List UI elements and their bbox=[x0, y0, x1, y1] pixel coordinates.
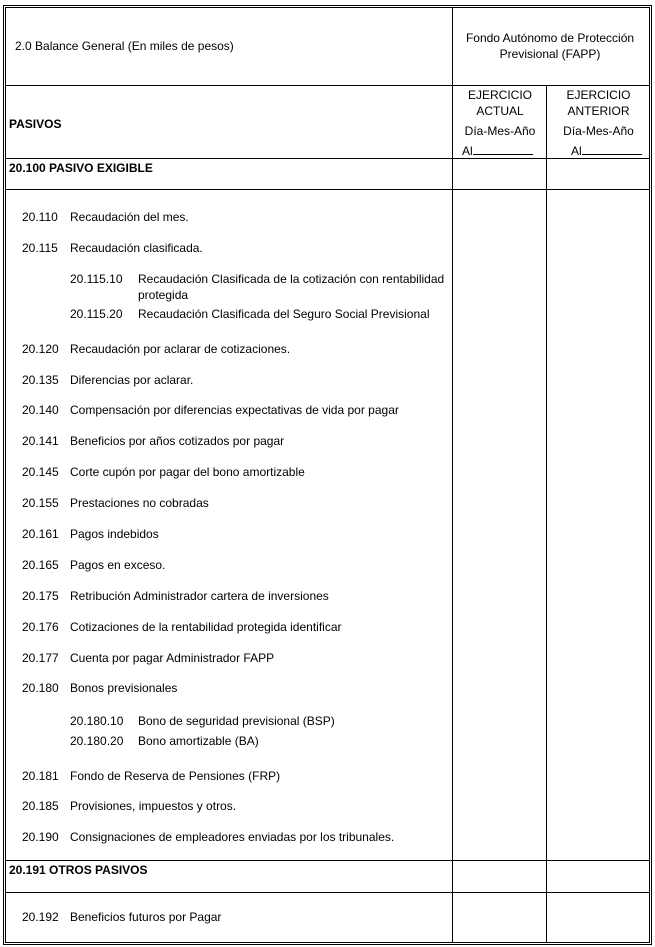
account-code: 20.161 bbox=[22, 527, 59, 541]
fund-name-line1: Fondo Autónomo de Protección bbox=[465, 31, 635, 45]
current-date-blank[interactable] bbox=[473, 143, 533, 155]
account-code: 20.110 bbox=[22, 210, 58, 224]
account-code: 20.115.10 bbox=[70, 272, 123, 286]
account-label: Cuenta por pagar Administrador FAPP bbox=[70, 651, 275, 665]
account-label: Pagos indebidos bbox=[70, 527, 159, 541]
current-line2: ACTUAL bbox=[476, 104, 524, 118]
rule-items1-bottom bbox=[6, 860, 649, 861]
account-code: 20.185 bbox=[22, 799, 59, 813]
account-code: 20.135 bbox=[22, 373, 59, 387]
account-label: Provisiones, impuestos y otros. bbox=[70, 799, 237, 813]
account-label-continued: protegida bbox=[138, 288, 189, 302]
account-code: 20.165 bbox=[22, 558, 59, 572]
account-label: Recaudación clasificada. bbox=[70, 241, 203, 255]
account-code: 20.115.20 bbox=[70, 307, 123, 321]
account-label: Recaudación Clasificada de la cotización con rentabilidad bbox=[138, 272, 445, 286]
rule-section2-bottom bbox=[6, 892, 649, 893]
rule-header-bottom bbox=[6, 85, 649, 86]
account-label: Fondo de Reserva de Pensiones (FRP) bbox=[70, 769, 281, 783]
account-code: 20.155 bbox=[22, 496, 59, 510]
current-line3: Día-Mes-Año bbox=[464, 124, 536, 138]
account-code: 20.175 bbox=[22, 589, 59, 603]
account-label: Bono de seguridad previsional (BSP) bbox=[138, 714, 335, 728]
account-code: 20.145 bbox=[22, 465, 59, 479]
account-code: 20.181 bbox=[22, 769, 59, 783]
rule-columns-bottom bbox=[6, 158, 649, 159]
previous-line2: ANTERIOR bbox=[567, 104, 630, 118]
fund-name-line2: Previsional (FAPP) bbox=[499, 47, 601, 61]
account-code: 20.180.10 bbox=[70, 714, 124, 728]
rule-section1-bottom bbox=[6, 189, 649, 190]
account-label: Corte cupón por pagar del bono amortizable bbox=[70, 465, 305, 479]
section-label-pasivos: PASIVOS bbox=[9, 117, 62, 131]
account-code: 20.180.20 bbox=[70, 734, 124, 748]
account-code: 20.140 bbox=[22, 403, 59, 417]
previous-date-blank[interactable] bbox=[582, 143, 642, 155]
account-label: Prestaciones no cobradas bbox=[70, 496, 209, 510]
account-code: 20.115 bbox=[22, 241, 58, 255]
account-label: Compensación por diferencias expectativas de vida por pagar bbox=[70, 403, 399, 417]
account-code: 20.190 bbox=[22, 830, 59, 844]
rule-col-divider-2 bbox=[546, 85, 547, 943]
account-label: Cotizaciones de la rentabilidad protegida identificar bbox=[70, 620, 342, 634]
previous-line1: EJERCICIO bbox=[566, 88, 631, 102]
account-label: Pagos en exceso. bbox=[70, 558, 166, 572]
previous-date-prefix: Al bbox=[571, 144, 582, 158]
account-label: Recaudación por aclarar de cotizaciones. bbox=[70, 342, 291, 356]
account-code: 20.141 bbox=[22, 434, 59, 448]
account-label: Beneficios futuros por Pagar bbox=[70, 910, 222, 924]
account-label: Retribución Administrador cartera de inversiones bbox=[70, 589, 329, 603]
account-code: 20.180 bbox=[22, 681, 59, 695]
account-label: Diferencias por aclarar. bbox=[70, 373, 194, 387]
account-code: 20.120 bbox=[22, 342, 59, 356]
previous-date-field[interactable] bbox=[571, 143, 642, 159]
section-title-pasivo-exigible: 20.100 PASIVO EXIGIBLE bbox=[9, 161, 153, 175]
account-label: Recaudación del mes. bbox=[70, 210, 189, 224]
account-code: 20.176 bbox=[22, 620, 59, 634]
rule-col-divider-1 bbox=[452, 8, 453, 943]
current-date-field[interactable] bbox=[462, 143, 533, 159]
account-label: Beneficios por años cotizados por pagar bbox=[70, 434, 285, 448]
section-title-otros-pasivos: 20.191 OTROS PASIVOS bbox=[9, 863, 148, 877]
current-date-prefix: Al bbox=[462, 144, 473, 158]
account-label: Recaudación Clasificada del Seguro Social Previsional bbox=[138, 307, 430, 321]
report-title: 2.0 Balance General (En miles de pesos) bbox=[15, 39, 234, 53]
account-code: 20.177 bbox=[22, 651, 59, 665]
current-line1: EJERCICIO bbox=[467, 88, 532, 102]
previous-line3: Día-Mes-Año bbox=[563, 124, 634, 138]
account-label: Bonos previsionales bbox=[70, 681, 178, 695]
account-label: Bono amortizable (BA) bbox=[138, 734, 259, 748]
account-code: 20.192 bbox=[22, 910, 59, 924]
account-label: Consignaciones de empleadores enviadas por los tribunales. bbox=[70, 830, 395, 844]
